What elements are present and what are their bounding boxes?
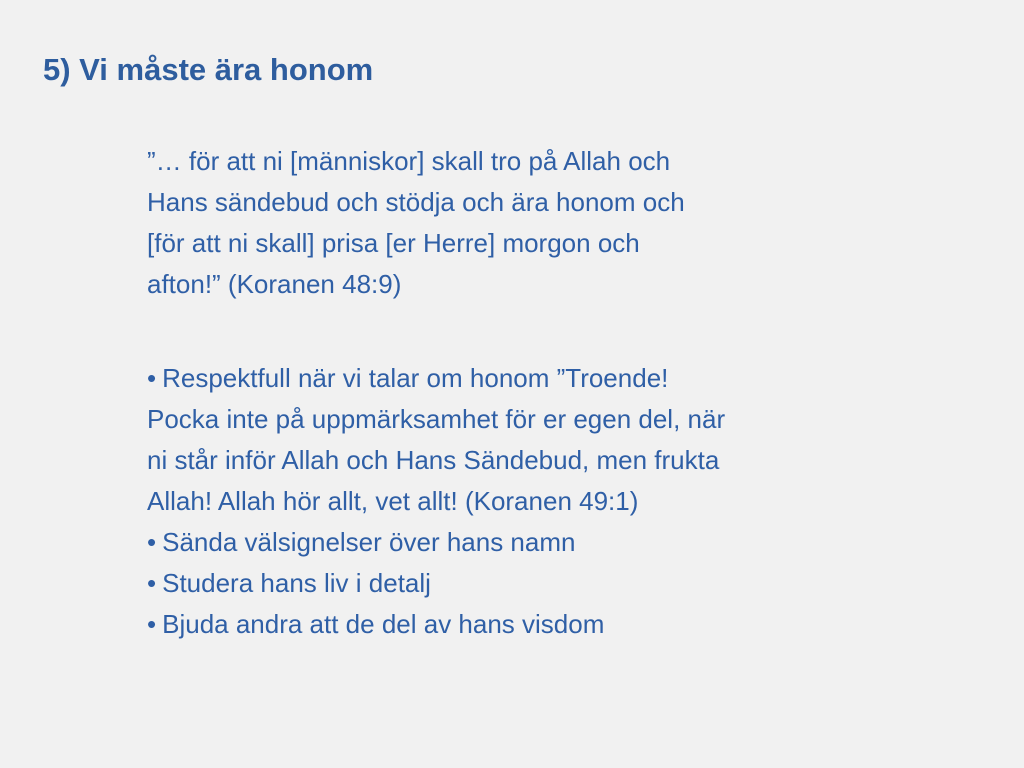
- bullet-first-line: [147, 563, 867, 604]
- bullet-text: Allah! Allah hör allt, vet allt! (Koranen 49:1): [147, 486, 639, 516]
- bullet-text: Sända välsignelser över hans namn: [162, 527, 576, 557]
- bullet-mark: •: [147, 527, 157, 557]
- quote-line: ”… för att ni [människor] skall tro på Allah och: [147, 146, 671, 176]
- bullet-item-blessings: [147, 522, 867, 563]
- bullet-first-line: [147, 522, 867, 563]
- bullet-item-study: [147, 563, 867, 604]
- bullet-first-line: [147, 358, 867, 399]
- bullet-list: [147, 358, 867, 645]
- bullet-mark: •: [147, 568, 157, 598]
- slide-title: 5) Vi måste ära honom: [43, 52, 374, 87]
- bullet-text: Bjuda andra att de del av hans visdom: [162, 609, 605, 639]
- quote-line: Hans sändebud och stödja och ära honom och: [147, 187, 685, 217]
- bullet-mark: •: [147, 363, 157, 393]
- bullet-mark: •: [147, 609, 157, 639]
- bullet-text: Pocka inte på uppmärksamhet för er egen del, när: [147, 404, 726, 434]
- bullet-text: Studera hans liv i detalj: [162, 568, 431, 598]
- quote-block: [147, 141, 847, 305]
- bullet-text: ni står inför Allah och Hans Sändebud, men frukta: [147, 445, 720, 475]
- quote-line: afton!” (Koranen 48:9): [147, 269, 402, 299]
- quote-line: [för att ni skall] prisa [er Herre] morgon och: [147, 228, 640, 258]
- bullet-first-line: [147, 604, 867, 645]
- bullet-item-respect: [147, 358, 867, 522]
- bullet-item-share: [147, 604, 867, 645]
- bullet-text: Respektfull när vi talar om honom ”Troende!: [162, 363, 669, 393]
